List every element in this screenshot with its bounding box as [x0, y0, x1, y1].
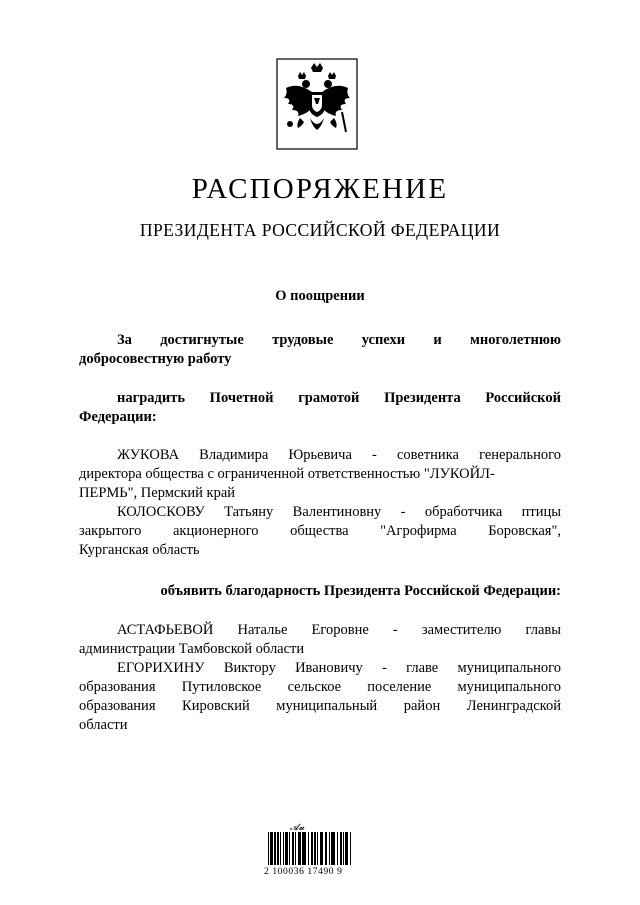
award-heading-line-2: Федерации:: [79, 409, 157, 425]
recipient-line: администрации Тамбовской области: [79, 641, 305, 657]
barcode-icon: [264, 822, 358, 882]
word: ЕГОРИХИНУ: [117, 660, 205, 676]
word: Ленинградской: [466, 698, 561, 714]
word: наградить: [117, 390, 185, 406]
recipient-line: ПЕРМЬ", Пермский край: [79, 485, 236, 501]
word: образования: [79, 679, 156, 695]
word: многолетнюю: [470, 332, 561, 348]
word: грамотой: [298, 390, 360, 406]
word: успехи: [361, 332, 406, 348]
word: обработчика: [424, 504, 503, 520]
word: главы: [525, 622, 561, 638]
recipient-line: [79, 465, 561, 484]
document-subject: О поощрении: [275, 288, 365, 304]
word: Виктору: [223, 660, 276, 676]
word: ЖУКОВА: [117, 447, 180, 463]
award-heading-line-1: [79, 389, 561, 408]
signature-mark: 𝓐𝓾: [290, 822, 305, 832]
word: поселение: [367, 679, 432, 695]
word: заместителю: [421, 622, 502, 638]
word: Кировский: [182, 698, 250, 714]
word: Ивановичу: [295, 660, 363, 676]
coat-of-arms-icon: [276, 58, 358, 152]
recipient-line: [79, 621, 561, 640]
recipient-line: Курганская область: [79, 542, 200, 558]
recipient-line: [79, 678, 561, 697]
document-subtitle: ПРЕЗИДЕНТА РОССИЙСКОЙ ФЕДЕРАЦИИ: [139, 220, 501, 240]
recipient-line: [79, 446, 561, 465]
word: образования: [79, 698, 156, 714]
word: достигнутые: [160, 332, 244, 348]
recipient-line: [79, 697, 561, 716]
word: главе: [406, 660, 439, 676]
recipient-line: [79, 659, 561, 678]
word: Путиловское: [181, 679, 262, 695]
word: -: [382, 660, 387, 676]
award-recipient-2: [79, 503, 561, 560]
recipient-line: [79, 503, 561, 522]
word: Валентиновну: [292, 504, 382, 520]
word: -: [392, 622, 398, 638]
recipient-line: области: [79, 717, 128, 733]
word: За: [117, 332, 132, 348]
barcode-number: 2 100036 17490 9: [264, 867, 343, 877]
preamble-line-1: [79, 331, 561, 350]
word: КОЛОСКОВУ: [117, 504, 205, 520]
word: советника: [396, 447, 459, 463]
word: Российской: [485, 390, 561, 406]
line-text: директора общества с ограниченной ответственностью "ЛУКОЙЛ-: [79, 466, 495, 482]
word: муниципального: [457, 660, 561, 676]
gratitude-heading: объявить благодарность Президента Российской Федерации:: [160, 583, 561, 599]
gratitude-recipient-1: [79, 621, 561, 659]
word: общества: [290, 523, 349, 539]
preamble-line-2: добросовестную работу: [79, 351, 232, 367]
word: Боровская",: [488, 523, 561, 539]
award-heading: [79, 389, 561, 427]
word: закрытого: [79, 523, 142, 539]
word: сельское: [287, 679, 342, 695]
word: трудовые: [272, 332, 334, 348]
preamble: [79, 331, 561, 369]
word: Юрьевича: [288, 447, 352, 463]
word: генерального: [479, 447, 561, 463]
word: Егоровне: [311, 622, 369, 638]
word: птицы: [521, 504, 561, 520]
word: Президента: [384, 390, 461, 406]
word: -: [372, 447, 377, 463]
word: муниципального: [457, 679, 561, 695]
gratitude-recipient-2: [79, 659, 561, 735]
document-title: РАСПОРЯЖЕНИЕ: [191, 173, 449, 205]
word: акционерного: [173, 523, 259, 539]
word: и: [433, 332, 442, 348]
word: Наталье: [237, 622, 288, 638]
word: Почетной: [209, 390, 274, 406]
word: "Агрофирма: [380, 523, 457, 539]
barcode-bars: [268, 832, 352, 865]
word: АСТАФЬЕВОЙ: [117, 622, 214, 638]
recipient-line: [79, 522, 561, 541]
barcode-bar: [351, 832, 352, 865]
word: -: [400, 504, 406, 520]
word: муниципальный: [276, 698, 378, 714]
word: Владимира: [199, 447, 269, 463]
word: Татьяну: [224, 504, 274, 520]
award-recipient-1: [79, 446, 561, 503]
word: район: [403, 698, 441, 714]
